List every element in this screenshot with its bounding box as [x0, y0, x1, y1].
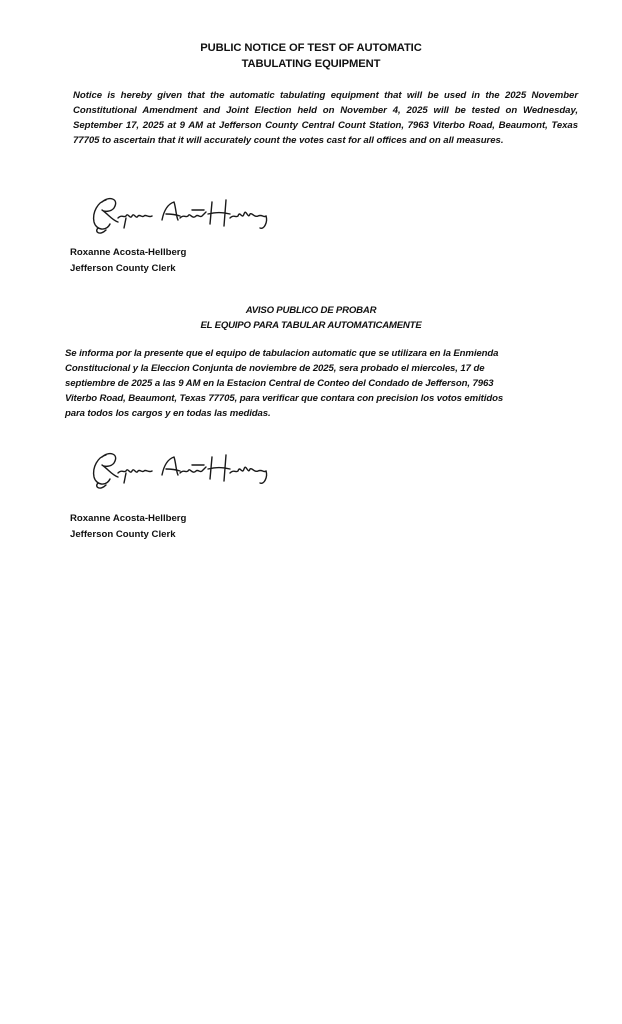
body-line: Se informa por la presente que el equipo de tabulacion automatic que se utilizara en la Enmienda	[65, 348, 499, 359]
notice-title-line-2: TABULATING EQUIPMENT	[241, 58, 381, 70]
signer-title: Jefferson County Clerk	[70, 263, 176, 274]
signer-title: Jefferson County Clerk	[70, 529, 176, 540]
aviso-title-line-2: EL EQUIPO PARA TABULAR AUTOMATICAMENTE	[200, 320, 422, 331]
signer-name: Roxanne Acosta-Hellberg	[70, 247, 187, 258]
body-line: septiembre de 2025 a las 9 AM en la Estacion Central de Conteo del Condado de Jefferson, 7963	[65, 378, 494, 389]
notice-body-english: Notice is hereby given that the automatic tabulating equipment that will be used in the 2025 November Constitutional Amendment and Joint Election held on November 4, 2025 will be tested on Wednesday, September 17, 2025 at 9 AM at Jefferson County Central Count Station, 7963 Viterbo Road, Beaumont, Texas 77705 to ascertain that it will accurately count the votes cast for all offices and on all measures.	[73, 90, 578, 146]
clerk-signature-spanish	[84, 443, 284, 493]
notice-body-spanish	[65, 346, 565, 421]
aviso-title-line-1: AVISO PUBLICO DE PROBAR	[245, 305, 377, 316]
body-line: Constitucional y la Eleccion Conjunta de noviembre de 2025, sera probado el miercoles, 17 de	[65, 363, 485, 374]
signer-name: Roxanne Acosta-Hellberg	[70, 513, 187, 524]
body-line: Viterbo Road, Beaumont, Texas 77705, para verificar que contara con precision los votos emitidos	[65, 393, 504, 404]
notice-title-line-1: PUBLIC NOTICE OF TEST OF AUTOMATIC	[200, 42, 422, 54]
body-line: para todos los cargos y en todas las medidas.	[65, 408, 271, 419]
clerk-signature-english	[84, 188, 284, 238]
